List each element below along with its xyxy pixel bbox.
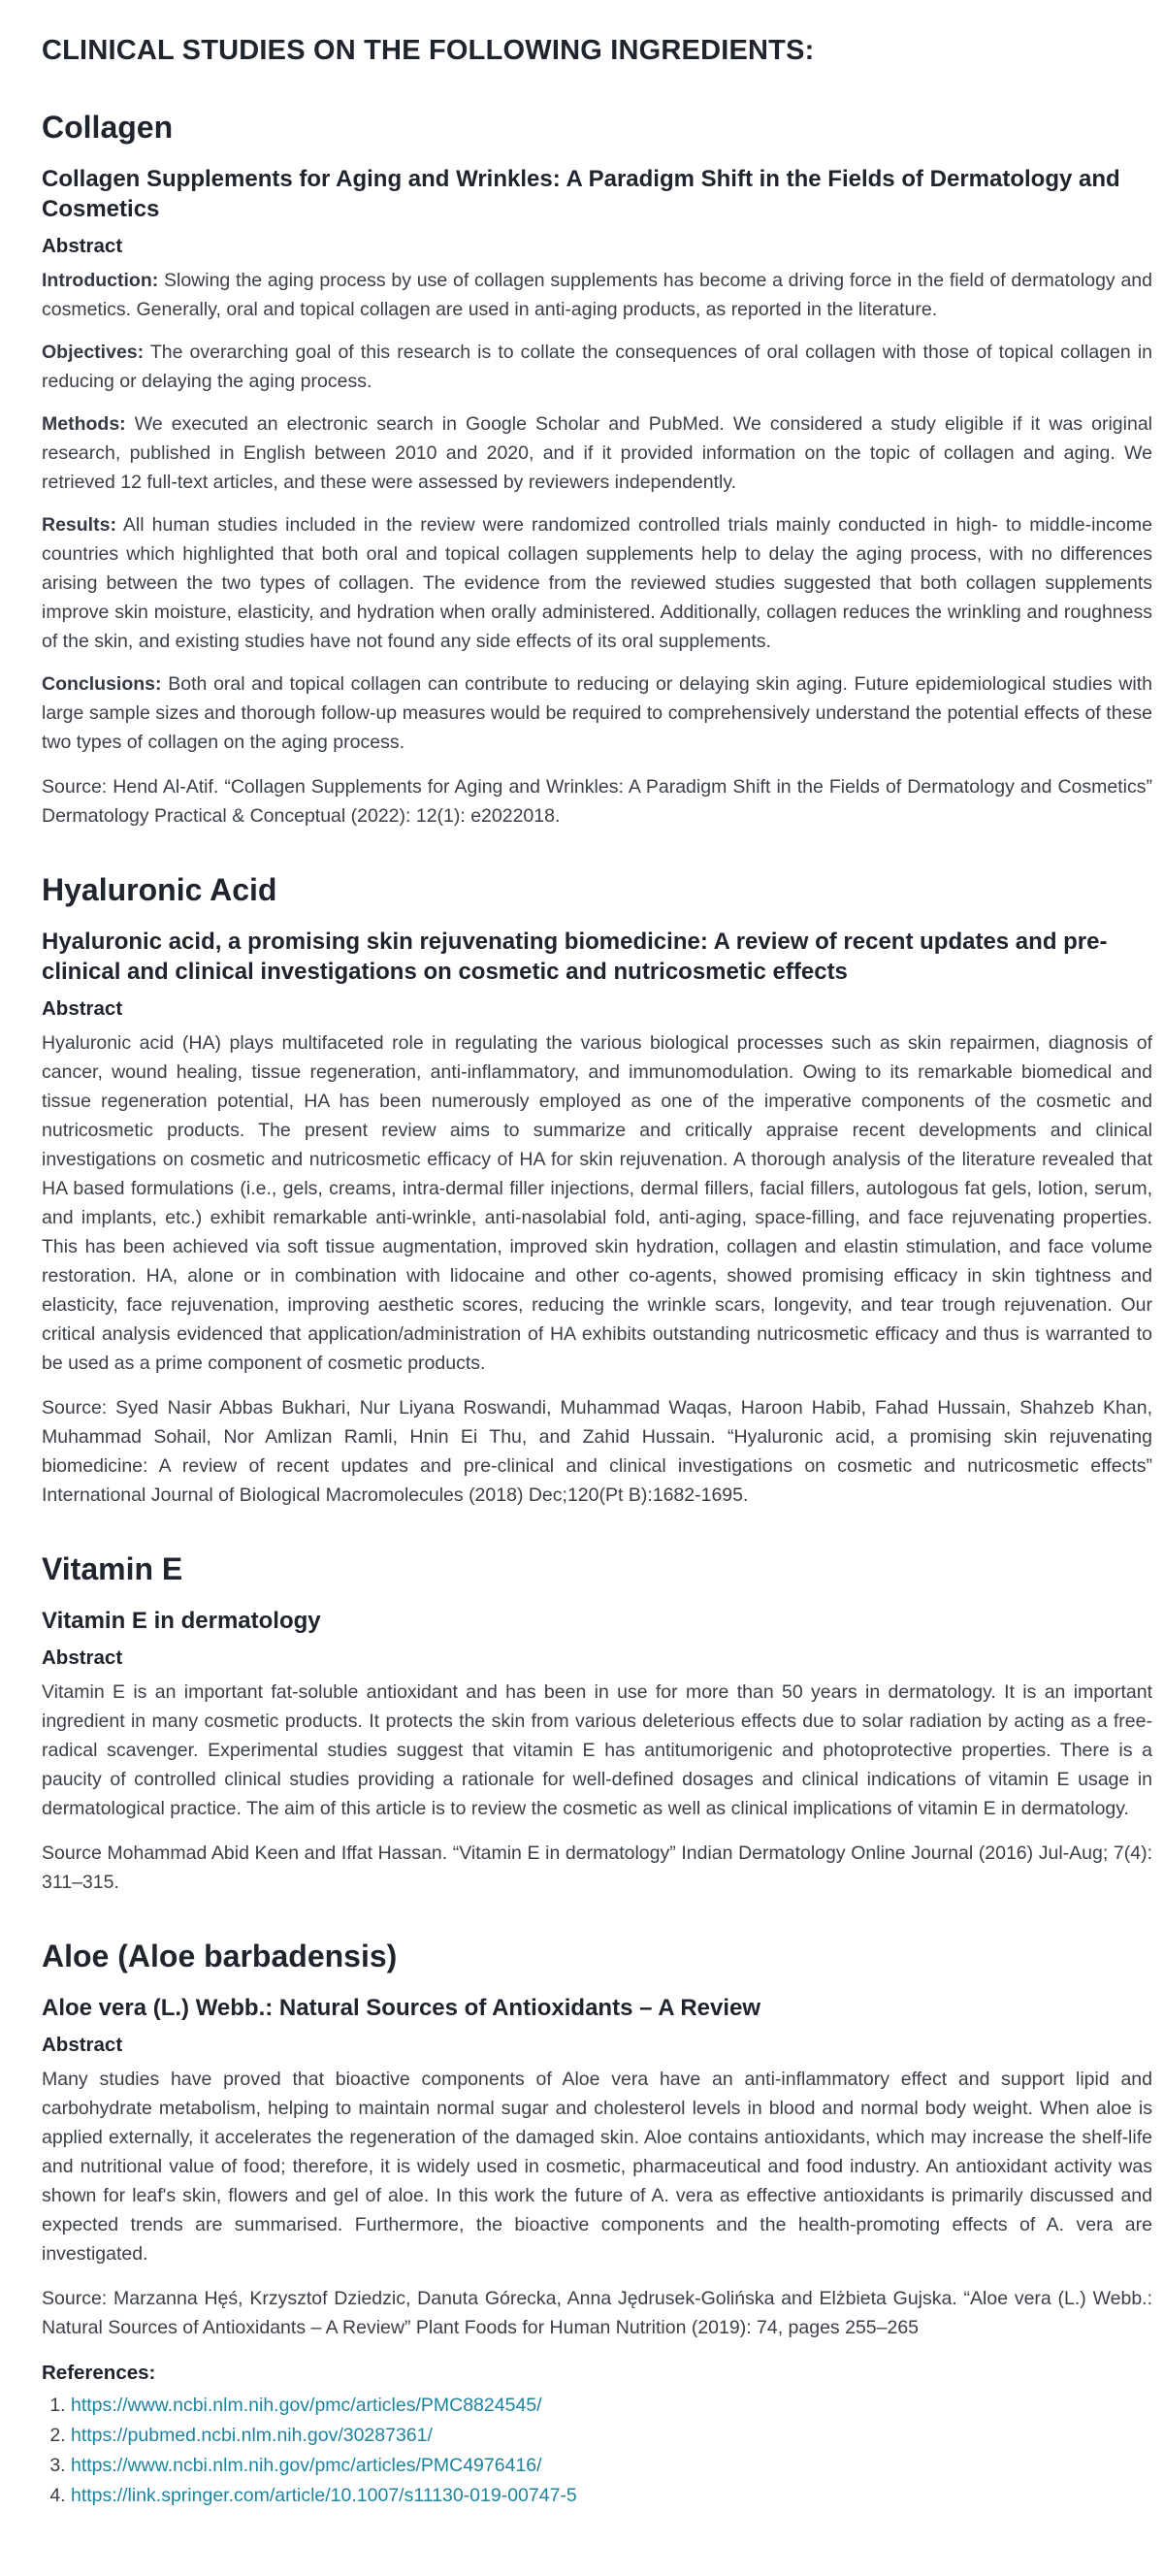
reference-item [71,2451,1152,2480]
reference-link-4[interactable]: https://link.springer.com/article/10.1007/s11130-019-00747-5 [71,2485,577,2506]
abstract-label: Abstract [42,997,123,1020]
references-label: References: [42,2362,156,2384]
ingredient-heading-hyaluronic-acid: Hyaluronic Acid [42,872,277,907]
study-title-hyaluronic-acid: Hyaluronic acid, a promising skin rejuvenating biomedicine: A review of recent updates and pre-clinical and clinical investigations on cosmetic and nutricosmetic effects [42,929,1108,985]
paragraph-lead: Objectives: [42,342,145,363]
paragraph-lead: Introduction: [42,270,159,291]
references-block [42,2361,1152,2510]
paragraph-text: Slowing the aging process by use of collagen supplements has become a driving force in the field of dermatology and cosmetics. Generally, oral and topical collagen are used in anti-aging products, as reported in the literature. [42,270,1152,320]
reference-item [71,2391,1152,2420]
study-title-collagen: Collagen Supplements for Aging and Wrinkles: A Paradigm Shift in the Fields of Dermatology and Cosmetics [42,166,1120,222]
abstract-paragraph: Many studies have proved that bioactive components of Aloe vera have an anti-inflammatory effect and support lipid and carbohydrate metabolism, helping to maintain normal sugar and cholesterol levels in blood and normal body weight. When aloe is applied externally, it accelerates the regeneration of the damaged skin. Aloe contains antioxidants, which may increase the shelf-life and nutritional value of food; therefore, it is widely used in cosmetic, pharmaceutical and food industry. An antioxidant activity was shown for leaf's skin, flowers and gel of aloe. In this work the future of A. vera as effective antioxidants is primarily discussed and expected trends are summarised. Furthermore, the bioactive components and the health-promoting effects of A. vera are investigated. [42,2069,1152,2265]
source-citation: Source: Hend Al-Atif. “Collagen Supplements for Aging and Wrinkles: A Paradigm Shift in the Fields of Dermatology and Cosmetics” Dermatology Practical & Conceptual (2022): 12(1): e2022018. [42,776,1152,827]
paragraph-lead: Conclusions: [42,673,162,695]
paragraph-methods [42,409,1152,497]
abstract-paragraph: Hyaluronic acid (HA) plays multifaceted role in regulating the various biological processes such as skin repairmen, diagnosis of cancer, wound healing, tissue regeneration, anti-inflammatory, and immunomodulation. Owing to its remarkable biomedical and tissue regeneration potential, HA has been numerously employed as one of the imperative components of the cosmetic and nutricosmetic products. The present review aims to summarize and critically appraise recent developments and clinical investigations on cosmetic and nutricosmetic efficacy of HA for skin rejuvenation. A thorough analysis of the literature revealed that HA based formulations (i.e., gels, creams, intra-dermal filler injections, dermal fillers, facial fillers, autologous fat gels, lotion, serum, and implants, etc.) exhibit remarkable anti-wrinkle, anti-nasolabial fold, anti-aging, space-filling, and face rejuvenating properties. This has been achieved via soft tissue augmentation, improved skin hydration, collagen and elastin stimulation, and face volume restoration. HA, alone or in combination with lidocaine and other co-agents, showed promising efficacy in skin tightness and elasticity, face rejuvenation, improving aesthetic scores, reducing the wrinkle scars, longevity, and tear trough rejuvenation. Our critical analysis evidenced that application/administration of HA exhibits outstanding nutricosmetic efficacy and thus is warranted to be used as a prime component of cosmetic products. [42,1032,1152,1374]
paragraph-results [42,510,1152,656]
paragraph-introduction [42,266,1152,324]
source-citation: Source Mohammad Abid Keen and Iffat Hassan. “Vitamin E in dermatology” Indian Dermatology Online Journal (2016) Jul-Aug; 7(4): 311–315. [42,1842,1152,1893]
ingredient-heading-aloe: Aloe (Aloe barbadensis) [42,1939,398,1973]
paragraph-text: We executed an electronic search in Google Scholar and PubMed. We considered a study eligible if it was original research, published in English between 2010 and 2020, and if it provided information on the topic of collagen and aging. We retrieved 12 full-text articles, and these were assessed by reviewers independently. [42,413,1152,493]
paragraph-objectives [42,338,1152,396]
section-aloe [42,1937,1152,2342]
abstract-label: Abstract [42,235,123,257]
section-collagen [42,108,1152,831]
abstract-label: Abstract [42,1647,123,1669]
reference-item [71,2481,1152,2510]
paragraph-text: Both oral and topical collagen can contribute to reducing or delaying skin aging. Future epidemiological studies with large sample sizes and thorough follow-up measures would be required to comprehensively understand the potential effects of these two types of collagen on the aging process. [42,673,1152,753]
paragraph-text: All human studies included in the review were randomized controlled trials mainly conducted in high- to middle-income countries which highlighted that both oral and topical collagen supplements help to delay the aging process, with no differences arising between the two types of collagen. The evidence from the reviewed studies suggested that both collagen supplements improve skin moisture, elasticity, and hydration when orally administered. Additionally, collagen reduces the wrinkling and roughness of the skin, and existing studies have not found any side effects of its oral supplements. [42,514,1152,652]
paragraph-text: The overarching goal of this research is to collate the consequences of oral collagen with those of topical collagen in reducing or delaying the aging process. [42,342,1152,392]
references-list [42,2391,1152,2510]
reference-link-3[interactable]: https://www.ncbi.nlm.nih.gov/pmc/articles/PMC4976416/ [71,2455,542,2476]
paragraph-lead: Methods: [42,413,126,435]
page-title: CLINICAL STUDIES ON THE FOLLOWING INGREDIENTS: [42,35,815,66]
section-vitamin-e [42,1549,1152,1897]
reference-item [71,2421,1152,2450]
study-title-aloe: Aloe vera (L.) Webb.: Natural Sources of Antioxidants – A Review [42,1995,761,2021]
reference-link-1[interactable]: https://www.ncbi.nlm.nih.gov/pmc/articles/PMC8824545/ [71,2395,542,2416]
ingredient-heading-vitamin-e: Vitamin E [42,1551,183,1586]
source-citation: Source: Syed Nasir Abbas Bukhari, Nur Liyana Roswandi, Muhammad Waqas, Haroon Habib, Fahad Hussain, Shahzeb Khan, Muhammad Sohail, Nor Amlizan Ramli, Hnin Ei Thu, and Zahid Hussain. “Hyaluronic acid, a promising skin rejuvenating biomedicine: A review of recent updates and pre-clinical and clinical investigations on cosmetic and nutricosmetic effects” International Journal of Biological Macromolecules (2018) Dec;120(Pt B):1682-1695. [42,1397,1152,1506]
paragraph-conclusions [42,669,1152,757]
ingredient-heading-collagen: Collagen [42,110,174,145]
abstract-label: Abstract [42,2034,123,2056]
source-citation: Source: Marzanna Hęś, Krzysztof Dziedzic, Danuta Górecka, Anna Jędrusek-Golińska and Elżbieta Gujska. “Aloe vera (L.) Webb.: Natural Sources of Antioxidants – A Review” Plant Foods for Human Nutrition (2019): 74, pages 255–265 [42,2288,1152,2338]
paragraph-lead: Results: [42,514,116,536]
reference-link-2[interactable]: https://pubmed.ncbi.nlm.nih.gov/30287361/ [71,2425,433,2446]
section-hyaluronic-acid [42,870,1152,1510]
study-title-vitamin-e: Vitamin E in dermatology [42,1608,321,1634]
abstract-paragraph: Vitamin E is an important fat-soluble antioxidant and has been in use for more than 50 years in dermatology. It is an important ingredient in many cosmetic products. It protects the skin from various deleterious effects due to solar radiation by acting as a free-radical scavenger. Experimental studies suggest that vitamin E has antitumorigenic and photoprotective properties. There is a paucity of controlled clinical studies providing a rationale for well-defined dosages and clinical indications of vitamin E usage in dermatological practice. The aim of this article is to review the cosmetic as well as clinical implications of vitamin E in dermatology. [42,1681,1152,1819]
